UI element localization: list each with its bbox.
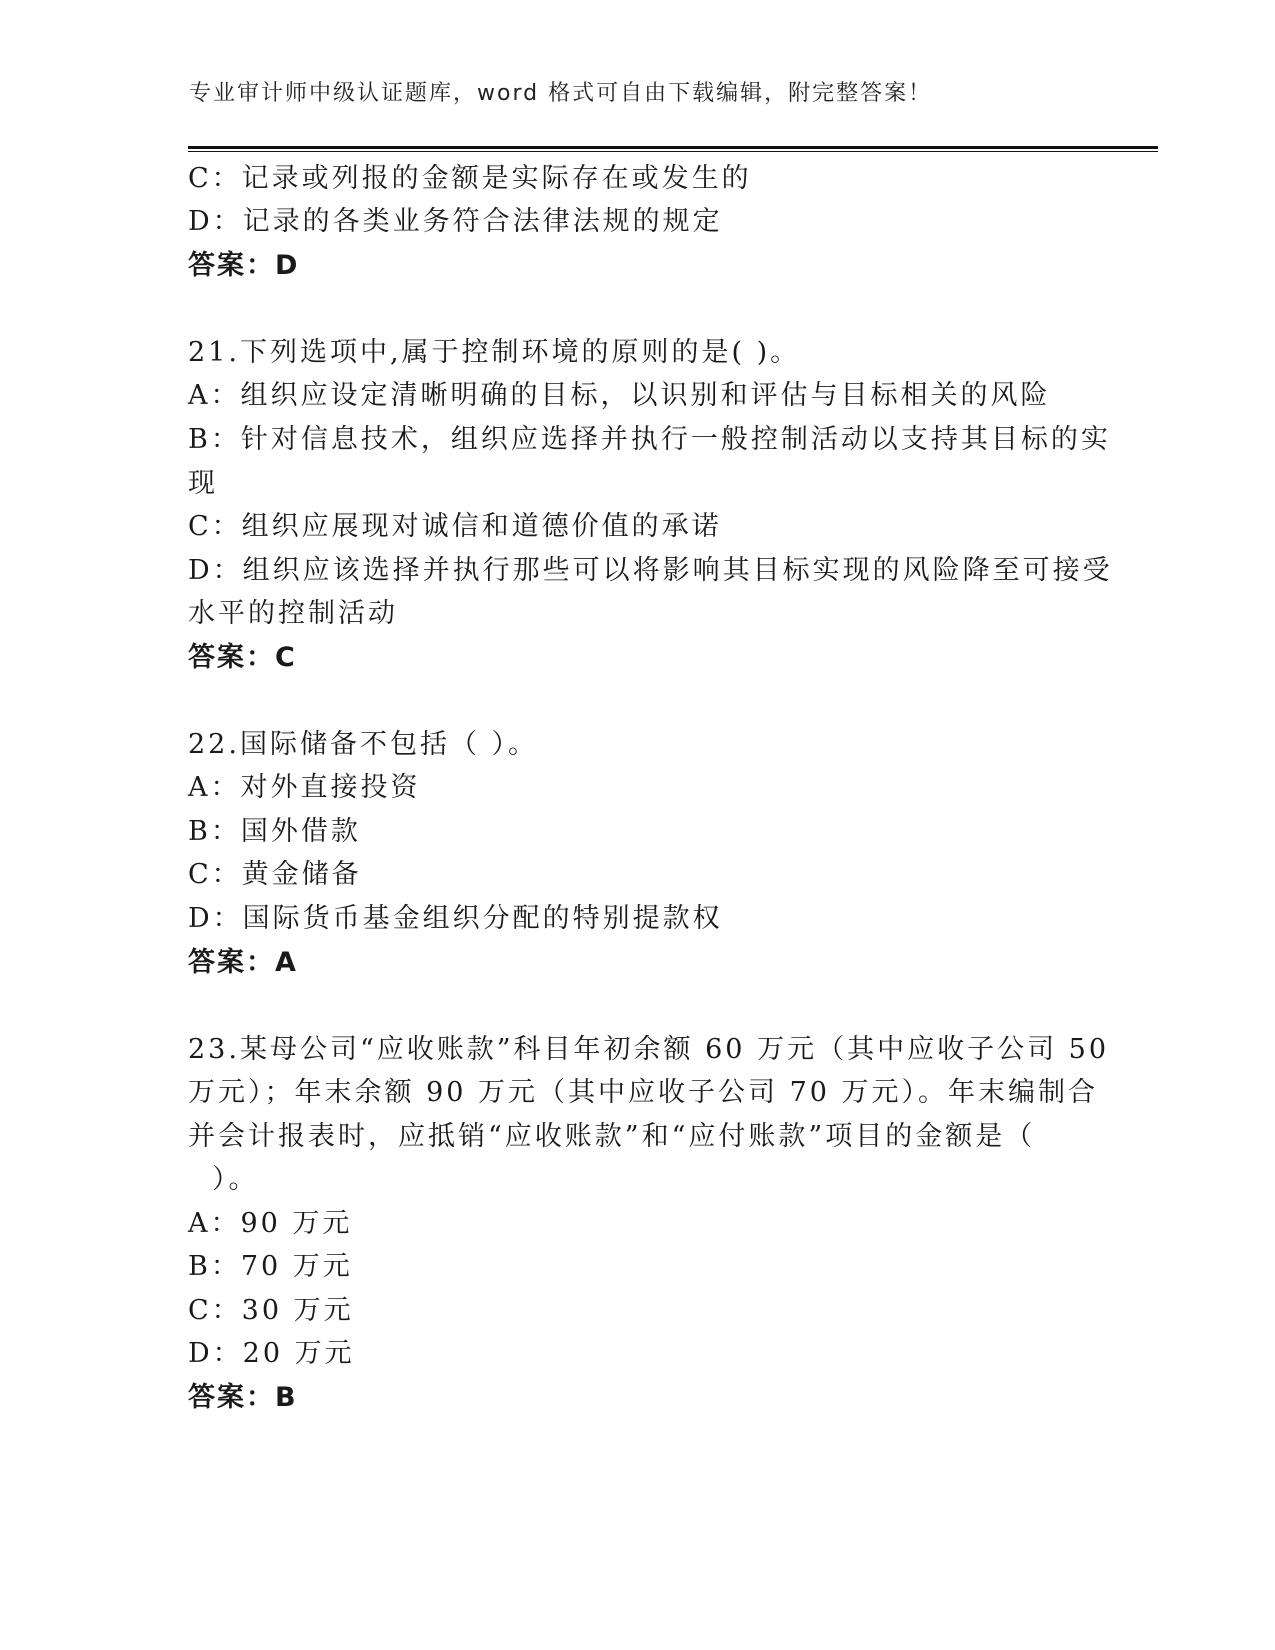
option-line: D：记录的各类业务符合法律法规的规定 [188,206,723,237]
header-rule-thick [188,146,1158,149]
option-line: 水平的控制活动 [188,598,398,629]
question-line: 21.下列选项中,属于控制环境的原则的是( )。 [188,337,801,368]
option-line: D：国际货币基金组织分配的特别提款权 [188,903,723,934]
question-line: 万元）；年末余额 90 万元（其中应收子公司 70 万元）。年末编制合 [188,1077,1099,1108]
question-line: 23.某母公司“应收账款”科目年初余额 60 万元（其中应收子公司 50 [188,1034,1110,1065]
page-header: 专业审计师中级认证题库，word 格式可自由下载编辑，附完整答案！ [189,81,933,106]
option-line: 现 [188,468,218,499]
option-line: C：组织应展现对诚信和道德价值的承诺 [188,511,722,542]
question-line: ）。 [212,1164,259,1195]
header-rule-thin [188,151,1158,152]
question-line: 22.国际储备不包括（ ）。 [188,729,539,760]
question-line: 并会计报表时，应抵销“应收账款”和“应付账款”项目的金额是（ [188,1121,1036,1152]
answer-line: 答案：A [188,947,298,978]
option-line: A：组织应设定清晰明确的目标，以识别和评估与目标相关的风险 [188,380,1051,411]
option-line: C：黄金储备 [188,859,362,890]
answer-line: 答案：B [188,1382,298,1413]
option-line: D：组织应该选择并执行那些可以将影响其目标实现的风险降至可接受 [188,555,1113,586]
option-line: C：30 万元 [188,1295,354,1326]
option-line: C：记录或列报的金额是实际存在或发生的 [188,163,752,194]
option-line: D：20 万元 [188,1338,355,1369]
answer-line: 答案：C [188,642,297,673]
option-line: B：国外借款 [188,816,361,847]
option-line: A：90 万元 [188,1208,353,1239]
option-line: B：针对信息技术，组织应选择并执行一般控制活动以支持其目标的实 [188,424,1111,455]
answer-line: 答案：D [188,250,300,281]
option-line: A：对外直接投资 [188,772,421,803]
option-line: B：70 万元 [188,1251,353,1282]
